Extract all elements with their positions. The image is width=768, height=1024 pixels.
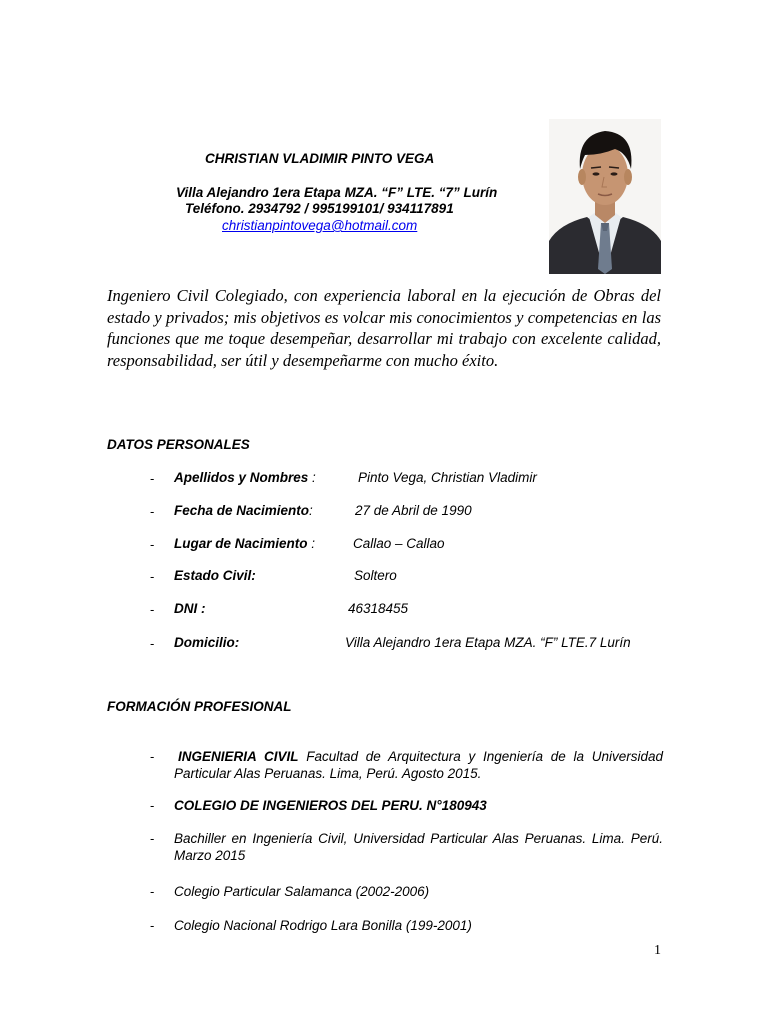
email-link[interactable]: christianpintovega@hotmail.com: [222, 218, 418, 233]
personal-data-heading: DATOS PERSONALES: [107, 437, 250, 452]
personal-value: Soltero: [354, 568, 397, 583]
personal-label: Lugar de Nacimiento :: [174, 536, 316, 551]
education-item: Bachiller en Ingeniería Civil, Universidad Particular Alas Peruanas. Lima. Perú. Marzo 2015: [174, 831, 663, 863]
profile-photo-image: [549, 119, 661, 274]
list-bullet: -: [150, 918, 155, 933]
education-item: INGENIERIA CIVIL Facultad de Arquitectura y Ingeniería de la Universidad Particular Alas Peruanas. Lima, Perú. Agosto 2015.: [174, 749, 663, 781]
personal-value: Callao – Callao: [353, 536, 445, 551]
personal-value: Pinto Vega, Christian Vladimir: [358, 470, 537, 485]
list-bullet: -: [150, 537, 155, 552]
personal-label: DNI :: [174, 601, 206, 616]
profile-photo: [549, 119, 661, 274]
list-bullet: -: [150, 504, 155, 519]
phone-line: Teléfono. 2934792 / 995199101/ 934117891: [185, 201, 454, 216]
page-number: 1: [654, 943, 661, 958]
profile-summary: Ingeniero Civil Colegiado, con experiencia laboral en la ejecución de Obras del estado y privados; mis objetivos es volcar mis conocimientos y competencias en las funciones que me toque desempeñar, desarrollar mi trabajo con excelente calidad, responsabilidad, ser útil y desempeñarme con mucho éxito.: [107, 286, 661, 370]
address-line: Villa Alejandro 1era Etapa MZA. “F” LTE. “7” Lurín: [176, 185, 498, 200]
personal-value: Villa Alejandro 1era Etapa MZA. “F” LTE.7 Lurín: [345, 635, 631, 650]
education-item: COLEGIO DE INGENIEROS DEL PERU. N°180943: [174, 798, 487, 813]
education-item: Colegio Nacional Rodrigo Lara Bonilla (199-2001): [174, 918, 472, 933]
personal-label: Fecha de Nacimiento:: [174, 503, 313, 518]
list-bullet: -: [150, 569, 155, 584]
personal-value: 27 de Abril de 1990: [355, 503, 472, 518]
list-bullet: -: [150, 749, 155, 764]
list-bullet: -: [150, 884, 155, 899]
list-bullet: -: [150, 471, 155, 486]
personal-label: Domicilio:: [174, 635, 240, 650]
personal-label: Apellidos y Nombres :: [174, 470, 316, 485]
candidate-name: CHRISTIAN VLADIMIR PINTO VEGA: [205, 151, 435, 166]
list-bullet: -: [150, 798, 155, 813]
education-item: Colegio Particular Salamanca (2002-2006): [174, 884, 430, 899]
list-bullet: -: [150, 636, 155, 651]
personal-label: Estado Civil:: [174, 568, 256, 583]
education-heading: FORMACIÓN PROFESIONAL: [107, 699, 292, 714]
list-bullet: -: [150, 831, 155, 846]
list-bullet: -: [150, 602, 155, 617]
personal-value: 46318455: [348, 601, 409, 616]
